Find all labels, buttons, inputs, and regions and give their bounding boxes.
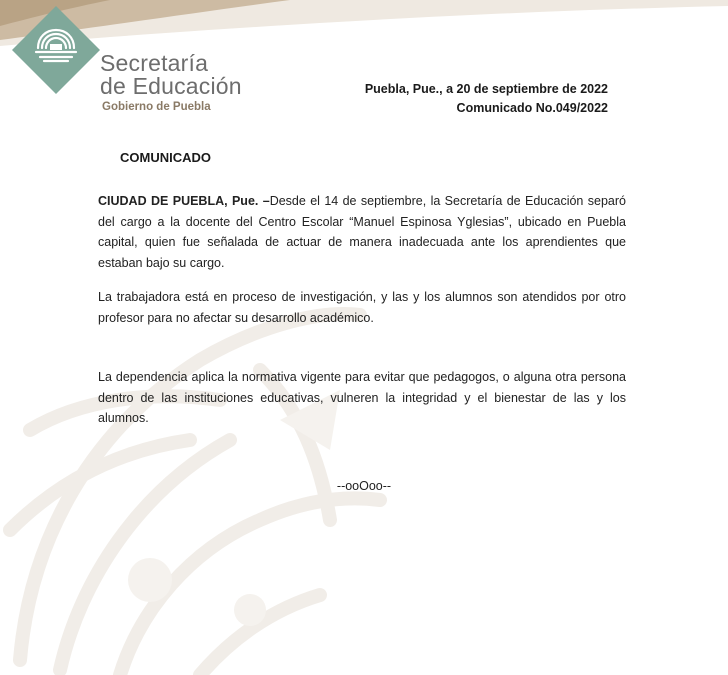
paragraph-3: La dependencia aplica la normativa vigente para evitar que pedagogos, o alguna otra persona dentro de las instituciones educativas, vulneren la integridad y el bienestar de las y los alumnos. xyxy=(98,370,626,425)
paragraph-1 xyxy=(98,191,626,273)
header-meta xyxy=(365,80,608,118)
org-name-line1: Secretaría xyxy=(100,50,209,76)
decorative-watermark xyxy=(0,280,440,675)
paragraph-1-lead: CIUDAD DE PUEBLA, Pue. – xyxy=(98,194,270,208)
document-heading: COMUNICADO xyxy=(120,150,211,165)
comunicado-number: Comunicado No.049/2022 xyxy=(456,101,608,115)
paragraph-1-body: Desde el 14 de septiembre, la Secretaría de Educación separó del cargo a la docente del Centro Escolar “Manuel Espinosa Yglesias”, ubicado en Puebla capital, quien fue señalada de actuar de manera inadecuada ante los aprendientes que estaban bajo su cargo. xyxy=(98,194,626,270)
place-date: Puebla, Pue., a 20 de septiembre de 2022 xyxy=(364,82,608,96)
org-name-line2: de Educación xyxy=(100,73,242,99)
org-name xyxy=(100,52,242,98)
closing-text: --ooOoo-- xyxy=(336,479,392,493)
paragraph-2: La trabajadora está en proceso de investigación, y las y los alumnos son atendidos por otro profesor para no afectar su desarrollo académico. xyxy=(98,290,626,325)
puebla-gov-emblem-icon xyxy=(8,2,104,98)
org-subtitle: Gobierno de Puebla xyxy=(102,101,211,113)
closing-mark xyxy=(0,479,728,493)
